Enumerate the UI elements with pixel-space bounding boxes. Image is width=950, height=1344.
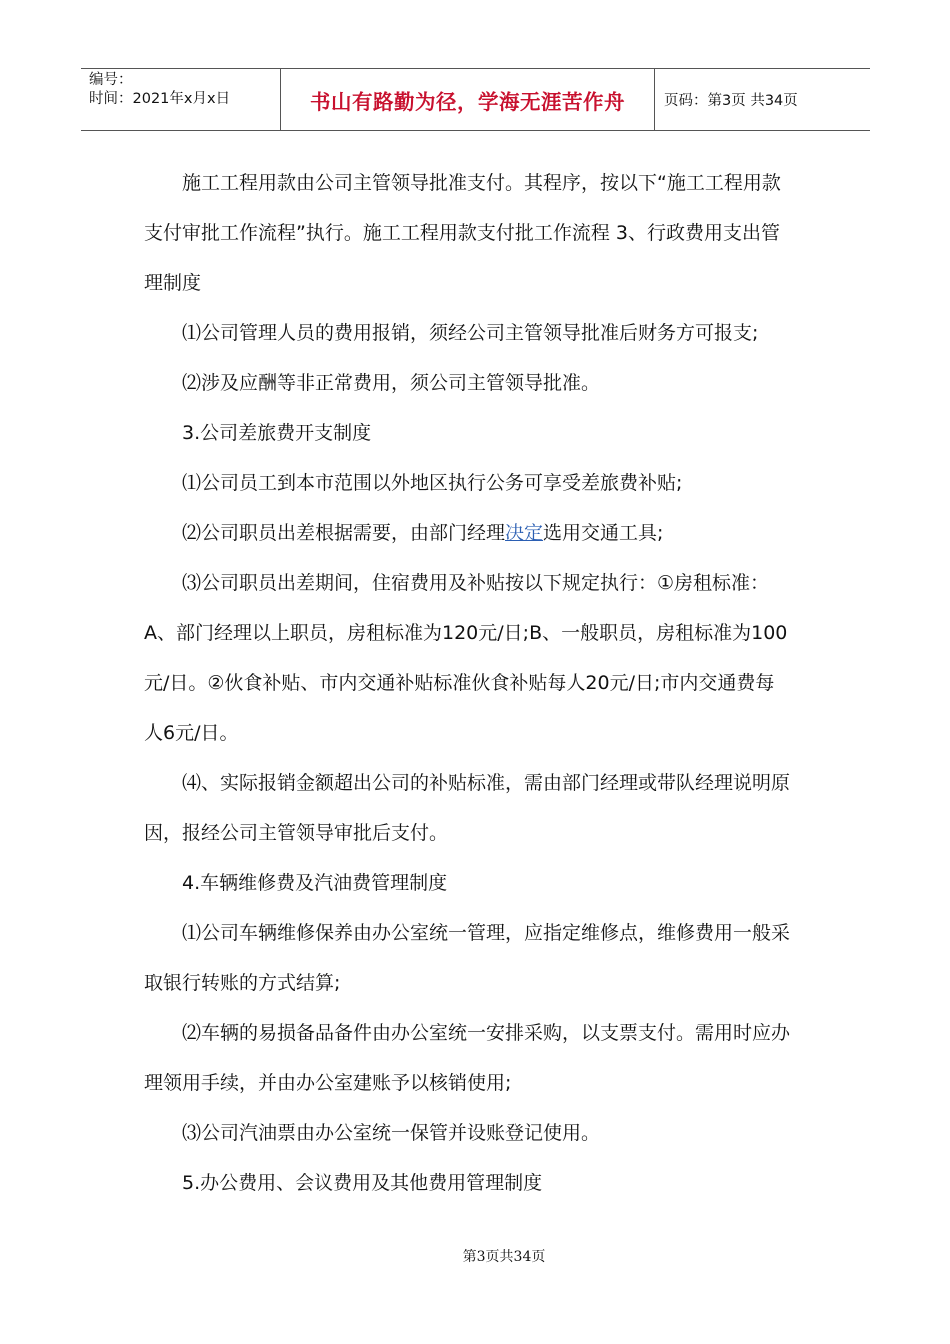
paragraph: ⑶公司汽油票由办公室统一保管并设账登记使用。 [182,1122,601,1144]
document-body [144,158,792,1208]
paragraph: ⑵涉及应酬等非正常费用，须公司主管领导批准。 [182,372,601,394]
paragraph: 施工工程用款由公司主管领导批准支付。其程序，按以下“施工工程用款支付审批工作流程”执行。施工工程用款支付批工作流程 3、行政费用支出管理制度 [144,172,781,294]
paragraph: 3.公司差旅费开支制度 [182,422,372,444]
page-header [81,68,870,131]
paragraph: ⑴公司车辆维修保养由办公室统一管理，应指定维修点，维修费用一般采取银行转账的方式结算; [144,922,791,994]
paragraph: ⑴公司管理人员的费用报销，须经公司主管领导批准后财务方可报支; [182,322,759,344]
paragraph: 4.车辆维修费及汽油费管理制度 [182,872,448,894]
decide-link[interactable]: 决定 [505,522,544,544]
paragraph: ⑵车辆的易损备品备件由办公室统一安排采购，以支票支付。需用时应办理领用手续，并由办公室建账予以核销使用; [144,1022,791,1094]
paragraph-text: ⑵公司职员出差根据需要，由部门经理 [182,522,506,544]
paragraph: 5.办公费用、会议费用及其他费用管理制度 [182,1172,543,1194]
paragraph-with-link [144,508,792,558]
paragraph-text: 选用交通工具; [543,522,664,544]
document-number-label: 编号： [89,72,133,88]
header-motto: 书山有路勤为径，学海无涯苦作舟 [310,89,625,114]
paragraph: ⑶公司职员出差期间，住宿费用及补贴按以下规定执行：①房租标准：A、部门经理以上职员，房租标准为120元/日;B、一般职员，房租标准为100元/日。②伙食补贴、市内交通补贴标准伙食补贴每人20元/日;市内交通费每人6元/日。 [144,572,788,744]
document-time: 时间：2021年x月x日 [89,91,231,107]
header-motto-cell [281,69,655,130]
header-meta [81,69,281,130]
header-page-info: 页码：第3页 共34页 [664,93,798,109]
page-footer: 第3页共34页 [462,1249,546,1265]
paragraph: ⑷、实际报销金额超出公司的补贴标准，需由部门经理或带队经理说明原因，报经公司主管领导审批后支付。 [144,772,791,844]
paragraph: ⑴公司员工到本市范围以外地区执行公务可享受差旅费补贴; [182,472,683,494]
